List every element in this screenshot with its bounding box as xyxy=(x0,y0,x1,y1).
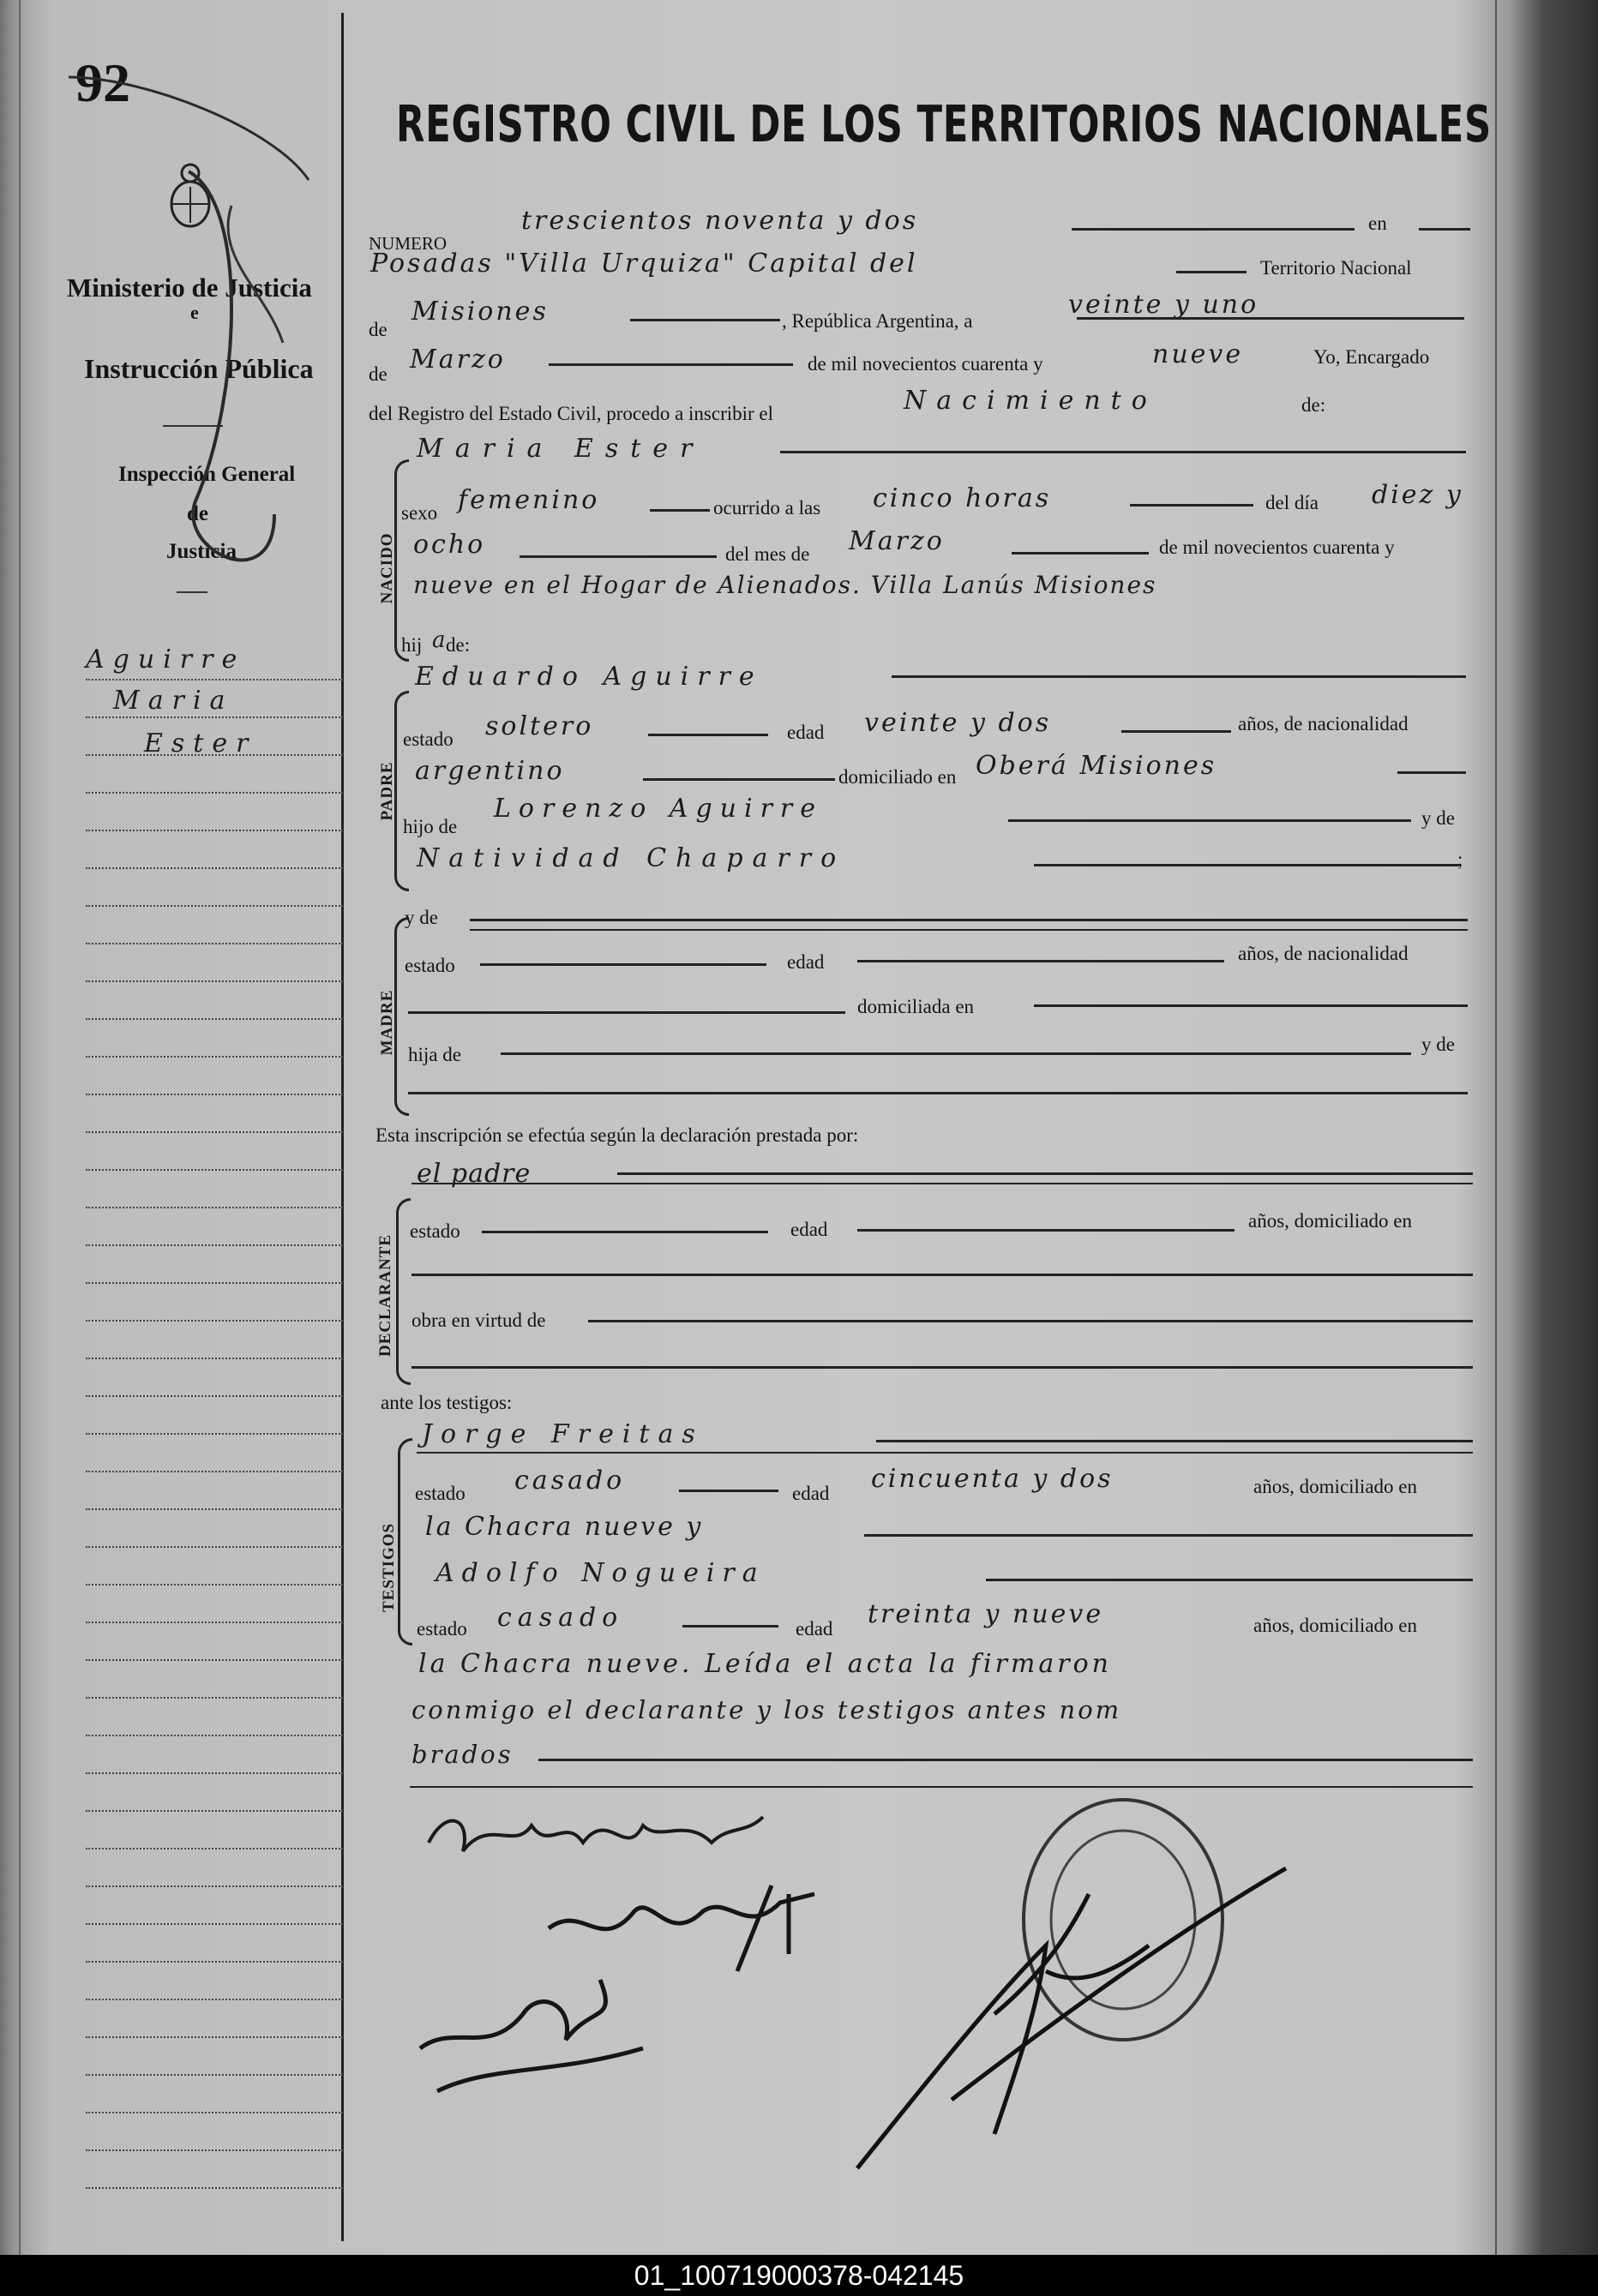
label-estado-t2: estado xyxy=(417,1618,467,1640)
fill-line xyxy=(780,451,1466,453)
label-edad-d: edad xyxy=(790,1219,828,1240)
inspection-line-1: Inspección General xyxy=(118,463,296,486)
label-de-mil-2: de mil novecientos cuarenta y xyxy=(1159,537,1395,558)
fill-line xyxy=(1072,228,1355,231)
margin-ruled-line xyxy=(86,1169,343,1171)
margin-ruled-line xyxy=(86,1885,343,1887)
fill-line xyxy=(1077,317,1464,320)
value-dia-nac-2: ocho xyxy=(413,530,486,560)
value-testigo1-estado: casado xyxy=(514,1466,626,1496)
label-hija-de-m: hija de xyxy=(408,1044,461,1065)
margin-flourish xyxy=(17,34,343,617)
label-y-de-m2: y de xyxy=(1421,1034,1455,1055)
fill-line xyxy=(617,1172,1473,1175)
fill-line xyxy=(643,778,835,781)
value-cierre-2: conmigo el declarante y los testigos antes nom xyxy=(412,1695,1122,1724)
fill-line xyxy=(630,319,780,321)
margin-ruled-line xyxy=(86,2187,343,2189)
label-estado-t1: estado xyxy=(415,1483,466,1504)
label-edad-t1: edad xyxy=(792,1483,830,1504)
margin-ruled-line xyxy=(86,1207,343,1208)
label-estado-p: estado xyxy=(403,728,454,750)
label-ante: ante los testigos: xyxy=(381,1392,513,1413)
label-edad-p: edad xyxy=(787,722,825,743)
fill-line xyxy=(470,929,1468,931)
label-hijo: hij xyxy=(401,634,423,656)
margin-ruled-line xyxy=(86,2074,343,2076)
signature-declarante xyxy=(412,1791,772,1877)
value-padre-edad: veinte y dos xyxy=(864,708,1052,738)
label-testigos: TESTIGOS xyxy=(380,1522,398,1612)
inspection-line-2: de xyxy=(187,502,208,525)
fill-line xyxy=(679,1490,778,1492)
fill-line xyxy=(408,1011,845,1014)
value-nombre: Maria Ester xyxy=(417,434,705,464)
value-declarante: el padre xyxy=(417,1159,532,1189)
margin-ruled-line xyxy=(86,1094,343,1095)
label-obra: obra en virtud de xyxy=(412,1310,546,1331)
value-hijo-suffix: a xyxy=(432,627,446,653)
fill-line xyxy=(876,1440,1473,1442)
margin-ruled-line xyxy=(86,1508,343,1510)
label-domiciliada-m: domiciliada en xyxy=(857,996,975,1017)
label-estado-d: estado xyxy=(410,1220,460,1242)
signature-encargado xyxy=(823,1843,1303,2185)
ministry-line-2: e xyxy=(190,302,199,323)
fill-line xyxy=(650,509,710,512)
margin-ruled-line xyxy=(86,1772,343,1774)
fill-line xyxy=(857,1229,1235,1232)
value-abuelo: Lorenzo Aguirre xyxy=(494,794,824,824)
value-lugar-nac: nueve en el Hogar de Alienados. Villa Lanús Misiones xyxy=(413,571,1157,599)
margin-ruled-line xyxy=(86,1810,343,1812)
margin-ruled-line xyxy=(86,1622,343,1623)
fill-line xyxy=(1130,504,1253,507)
value-dia-nac-1: diez y xyxy=(1372,480,1463,510)
fill-line xyxy=(408,1092,1468,1094)
margin-ruled-line xyxy=(86,1131,343,1133)
value-dia: veinte y uno xyxy=(1068,290,1259,320)
margin-ruled-line xyxy=(86,1923,343,1925)
bracket-testigos xyxy=(398,1438,412,1646)
margin-ruled-line xyxy=(86,1735,343,1736)
value-hora: cinco horas xyxy=(873,483,1052,513)
bracket-declarante xyxy=(396,1198,411,1385)
margin-ruled-line xyxy=(86,1697,343,1699)
label-yo: Yo, Encargado xyxy=(1313,346,1430,368)
margin-ruled-line xyxy=(86,1546,343,1548)
label-y-de-m: y de xyxy=(405,907,438,928)
header-title: REGISTRO CIVIL DE LOS TERRITORIOS NACIONALES xyxy=(396,94,1492,153)
fill-line xyxy=(864,1534,1473,1537)
fill-line xyxy=(501,1052,1411,1055)
value-testigo1-edad: cincuenta y dos xyxy=(871,1464,1114,1494)
value-lugar: Posadas "Villa Urquiza" Capital del xyxy=(370,249,918,279)
fill-line xyxy=(1121,730,1231,733)
label-estado-m: estado xyxy=(405,955,455,976)
value-padre-estado: soltero xyxy=(485,711,594,741)
fill-line xyxy=(892,675,1466,678)
margin-ruled-line xyxy=(86,980,343,982)
label-de-colon-2: de: xyxy=(446,634,471,656)
fill-line xyxy=(412,1366,1473,1369)
label-nacido: NACIDO xyxy=(378,532,396,604)
image-id-footer: 01_100719000378-042145 xyxy=(0,2255,1598,2296)
semicolon: ; xyxy=(1457,848,1463,870)
margin-ruled-line xyxy=(86,1999,343,2000)
label-madre: MADRE xyxy=(378,989,396,1056)
fill-line xyxy=(682,1625,778,1628)
value-padre-dom: Oberá Misiones xyxy=(976,751,1217,781)
page-right-edge xyxy=(1495,0,1497,2255)
ministry-line-1: Ministerio de Justicia xyxy=(67,273,312,303)
label-anos-dom-d: años, domiciliado en xyxy=(1248,1210,1412,1232)
fill-line xyxy=(417,1452,1473,1454)
label-declarante: DECLARANTE xyxy=(376,1233,394,1357)
value-cierre-3: brados xyxy=(412,1740,514,1769)
fill-line xyxy=(648,734,768,736)
label-sexo: sexo xyxy=(401,502,438,524)
value-mes: Marzo xyxy=(410,345,506,375)
label-anos-nac-m: años, de nacionalidad xyxy=(1238,943,1409,964)
label-hijo-de-p: hijo de xyxy=(403,816,458,837)
fill-line xyxy=(1034,1004,1468,1007)
margin-ruled-line xyxy=(86,867,343,869)
label-inscripcion: Esta inscripción se efectúa según la declaración prestada por: xyxy=(375,1124,859,1146)
margin-ruled-line xyxy=(86,1848,343,1849)
label-de: de xyxy=(369,319,387,340)
fill-line xyxy=(520,555,717,558)
fill-line xyxy=(470,919,1468,921)
margin-ruled-line xyxy=(86,754,343,756)
value-padre-nombre: Eduardo Aguirre xyxy=(415,662,763,692)
margin-ruled-line xyxy=(86,1320,343,1322)
margin-ruled-line xyxy=(86,1659,343,1661)
margin-ruled-line xyxy=(86,2112,343,2113)
margin-ruled-line xyxy=(86,2036,343,2038)
margin-ruled-line xyxy=(86,2149,343,2151)
label-anos-dom-t1: años, domiciliado en xyxy=(1253,1476,1417,1497)
fill-line xyxy=(857,960,1224,962)
label-territorio: Territorio Nacional xyxy=(1260,257,1412,279)
label-padre: PADRE xyxy=(378,761,396,821)
value-testigo1: Jorge Freitas xyxy=(422,1419,704,1449)
margin-ruled-line xyxy=(86,1018,343,1020)
value-testigo2-estado: casado xyxy=(497,1603,624,1633)
label-republica: , República Argentina, a xyxy=(782,310,973,332)
margin-ruled-line xyxy=(86,1244,343,1246)
margin-ruled-line xyxy=(86,1395,343,1397)
fill-line xyxy=(1176,271,1247,273)
label-de-mil: de mil novecientos cuarenta y xyxy=(808,353,1043,375)
ministry-line-3: Instrucción Pública xyxy=(84,353,314,384)
value-ano: nueve xyxy=(1152,339,1244,369)
fill-line xyxy=(1397,771,1466,774)
margin-surname: Aguirre xyxy=(86,644,246,674)
label-edad-m: edad xyxy=(787,951,825,973)
label-edad-t2: edad xyxy=(796,1618,833,1640)
margin-ruled-line xyxy=(86,1433,343,1435)
fill-line xyxy=(1012,552,1149,555)
margin-ruled-line xyxy=(86,1584,343,1586)
label-anos-nac-p: años, de nacionalidad xyxy=(1238,713,1409,734)
label-del-registro: del Registro del Estado Civil, procedo a inscribir el xyxy=(369,403,774,424)
margin-ruled-line xyxy=(86,905,343,907)
value-numero: trescientos noventa y dos xyxy=(521,206,919,236)
value-testigo2-edad: treinta y nueve xyxy=(868,1599,1104,1629)
margin-ruled-line xyxy=(86,1471,343,1472)
margin-first-name: Maria xyxy=(113,686,234,716)
fill-line xyxy=(410,1786,1473,1788)
margin-ruled-line xyxy=(86,679,343,680)
label-numero: NUMERO xyxy=(369,233,448,254)
fill-line xyxy=(549,363,793,366)
fill-line xyxy=(482,1231,768,1233)
margin-ruled-line xyxy=(86,716,343,718)
inspection-line-3: Justicia xyxy=(166,540,237,563)
value-padre-nac: argentino xyxy=(415,756,565,786)
signature-testigo-2 xyxy=(403,1954,660,2108)
label-de-colon: de: xyxy=(1301,394,1326,416)
margin-ruled-line xyxy=(86,1056,343,1058)
fill-line xyxy=(588,1320,1473,1322)
fill-line xyxy=(538,1759,1473,1761)
value-territorio: Misiones xyxy=(412,297,549,327)
margin-ruled-line xyxy=(86,830,343,831)
label-ocurrido: ocurrido a las xyxy=(713,497,821,519)
value-testigo2: Adolfo Nogueira xyxy=(436,1558,766,1588)
fill-line xyxy=(1008,819,1411,822)
label-en: en xyxy=(1368,213,1387,234)
label-del-dia: del día xyxy=(1265,492,1319,513)
fill-line xyxy=(412,1183,1473,1184)
fill-line xyxy=(412,1274,1473,1276)
margin-ruled-line xyxy=(86,1282,343,1284)
margin-ruled-line xyxy=(86,1358,343,1359)
label-domiciliado-p: domiciliado en xyxy=(838,766,957,788)
label-del-mes: del mes de xyxy=(725,543,810,565)
fill-line xyxy=(986,1579,1473,1581)
value-cierre-1: la Chacra nueve. Leída el acta la firmaron xyxy=(418,1649,1112,1679)
label-de-2: de xyxy=(369,363,387,385)
margin-ruled-line xyxy=(86,943,343,944)
margin-ruled-line xyxy=(86,1961,343,1963)
value-abuela: Natividad Chaparro xyxy=(417,843,846,873)
margin-ruled-line xyxy=(86,792,343,794)
fill-line xyxy=(480,963,766,966)
value-mes-nac: Marzo xyxy=(849,526,945,556)
label-anos-dom-t2: años, domiciliado en xyxy=(1253,1615,1417,1636)
margin-second-name: Ester xyxy=(144,728,257,758)
value-sexo: femenino xyxy=(458,485,600,515)
value-testigo1-dom: la Chacra nueve y xyxy=(425,1512,704,1542)
label-y-de-p: y de xyxy=(1421,807,1455,829)
fill-line xyxy=(1034,864,1459,866)
fill-line xyxy=(1419,228,1470,231)
value-acto: Nacimiento xyxy=(904,386,1157,416)
page-number: 92 xyxy=(75,52,130,113)
